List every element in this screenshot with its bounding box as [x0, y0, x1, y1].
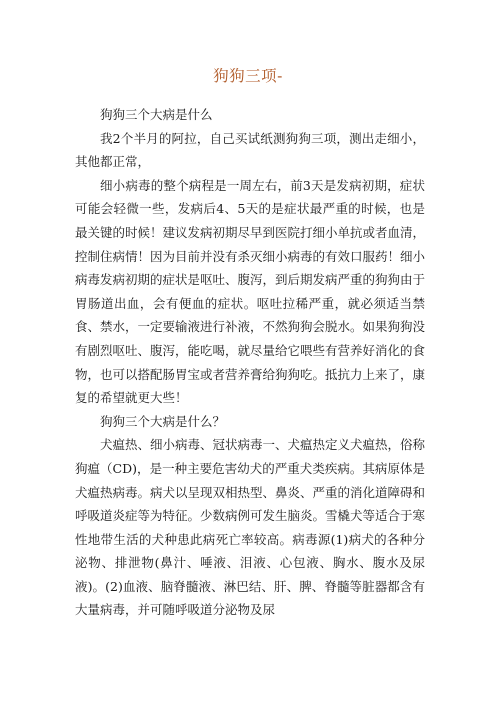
paragraph-answer: 细小病毒的整个病程是一周左右，前3天是发病初期，症状可能会轻微一些，发病后4、5天的是症状最严重的时候，也是最关键的时候！建议发病初期尽早到医院打细小单抗或者血清，控制住病情！因为目前并没有杀灭细小病毒的有效口服药！细小病毒发病初期的症状是呕吐、腹泻，到后期发病严重的狗狗由于胃肠道出血，会有便血的症状。呕吐拉稀严重，就必须适当禁食、禁水，一定要输液进行补液，不然狗狗会脱水。如果狗狗没有剧烈呕吐、腹泻，能吃喝，就尽量给它喂些有营养好消化的食物，也可以搭配肠胃宝或者营养膏给狗狗吃。抵抗力上来了，康复的希望就更大些！ [75, 177, 426, 406]
document-title: 狗狗三项- [213, 67, 283, 85]
paragraph-question: 我2个半月的阿拉，自己买试纸测狗狗三项，测出走细小，其他都正常， [75, 130, 425, 170]
paragraph-heading-1: 狗狗三个大病是什么 [100, 107, 213, 122]
document-body [75, 103, 425, 622]
paragraph-heading-2: 狗狗三个大病是什么？ [100, 413, 226, 429]
paragraph-distemper: 犬瘟热、细小病毒、冠状病毒一、犬瘟热定义犬瘟热，俗称狗瘟（CD)，是一种主要危害幼犬的严重犬类疾病。其病原体是犬瘟热病毒。病犬以呈现双相热型、鼻炎、严重的消化道障碍和呼吸道炎症等为特征。少数病例可发生脑炎。雪橇犬等适合于寒性地带生活的犬种患此病死亡率较高。病毒源(1)病犬的各种分泌物、排泄物(鼻汁、唾液、泪液、心包液、胸水、腹水及尿液)。(2)血液、脑脊髓液、淋巴结、肝、脾、脊髓等脏器都含有大量病毒，并可随呼吸道分泌物及尿 [75, 437, 426, 618]
